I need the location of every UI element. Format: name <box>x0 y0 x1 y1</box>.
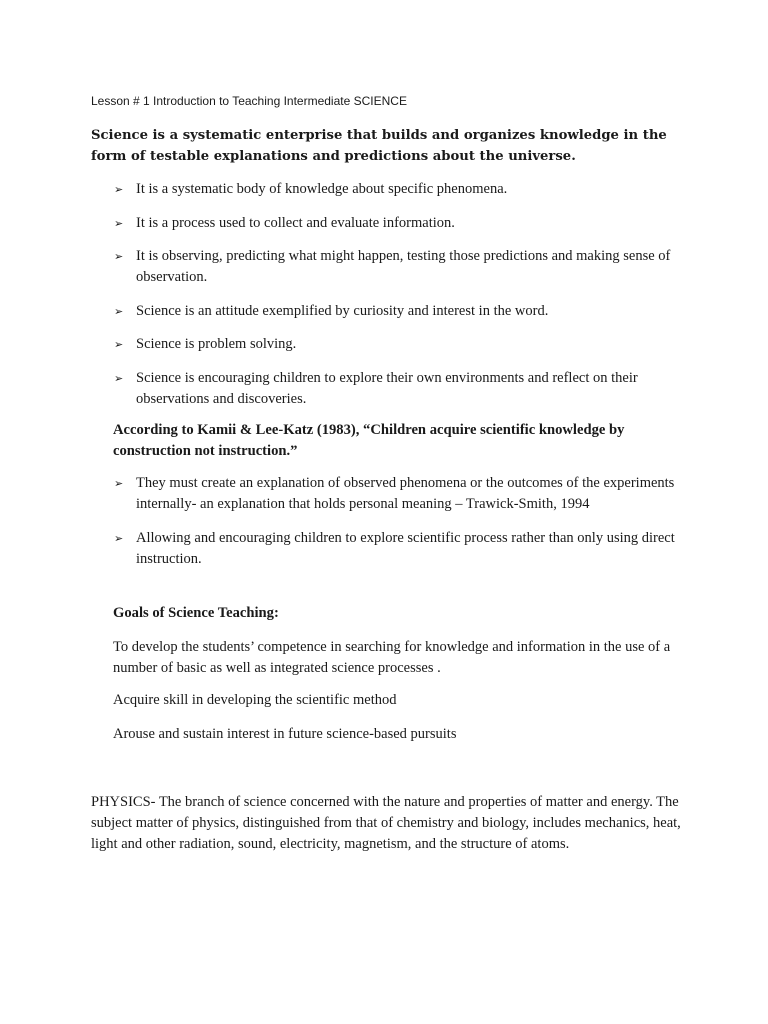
list-item <box>0 528 681 570</box>
arrow-bullet-icon: ➢ <box>114 183 124 196</box>
list-item <box>0 368 681 410</box>
arrow-bullet-icon: ➢ <box>114 338 124 351</box>
goal-paragraph: Arouse and sustain interest in future science-based pursuits <box>113 726 457 742</box>
list-item <box>0 301 681 322</box>
arrow-bullet-icon: ➢ <box>114 304 124 318</box>
arrow-bullet-icon: ➢ <box>114 371 124 385</box>
arrow-bullet-icon: ➢ <box>114 216 124 230</box>
goal-paragraph: To develop the students’ competence in searching for knowledge and information in the use of a number of basic as well as integrated science processes . <box>113 639 671 676</box>
list-item <box>0 213 681 234</box>
arrow-bullet-icon: ➢ <box>114 250 124 263</box>
bullet-text: It is a systematic body of knowledge about specific phenomena. <box>136 181 508 197</box>
science-definition: Science is a systematic enterprise that builds and organizes knowledge in the form of testable explanations and predictions about the universe. <box>91 128 667 164</box>
goal-paragraph: Acquire skill in developing the scientific method <box>113 692 397 708</box>
bullet-text: Science is encouraging children to explore their own environments and reflect on their observations and discoveries. <box>136 369 638 407</box>
bullet-text: Allowing and encouraging children to explore scientific process rather than only using direct instruction. <box>136 529 675 567</box>
intro-bullet-list <box>0 179 681 422</box>
bullet-text: They must create an explanation of observed phenomena or the outcomes of the experiments internally- an explanation that holds personal meaning – Trawick-Smith, 1994 <box>136 475 675 512</box>
list-item <box>0 473 681 515</box>
bullet-text: Science is problem solving. <box>136 336 297 352</box>
list-item <box>0 334 681 355</box>
arrow-bullet-icon: ➢ <box>114 531 124 545</box>
bullet-text: It is a process used to collect and evaluate information. <box>136 214 455 231</box>
lesson-title: Lesson # 1 Introduction to Teaching Intermediate SCIENCE <box>91 94 407 108</box>
bullet-text: It is observing, predicting what might happen, testing those predictions and making sense of observation. <box>136 248 671 285</box>
arrow-bullet-icon: ➢ <box>114 477 124 490</box>
goals-heading: Goals of Science Teaching: <box>113 605 279 621</box>
list-item <box>0 246 681 288</box>
construction-bullet-list <box>0 473 681 582</box>
kamii-quote: According to Kamii & Lee-Katz (1983), “Children acquire scientific knowledge by construction not instruction.” <box>113 422 625 459</box>
physics-paragraph: PHYSICS- The branch of science concerned with the nature and properties of matter and energy. The subject matter of physics, distinguished from that of chemistry and biology, includes mechanics, heat, light and other radiation, sound, electricity, magnetism, and the structure of atoms. <box>91 794 681 852</box>
list-item <box>0 179 681 200</box>
bullet-text: Science is an attitude exemplified by curiosity and interest in the word. <box>136 302 549 319</box>
